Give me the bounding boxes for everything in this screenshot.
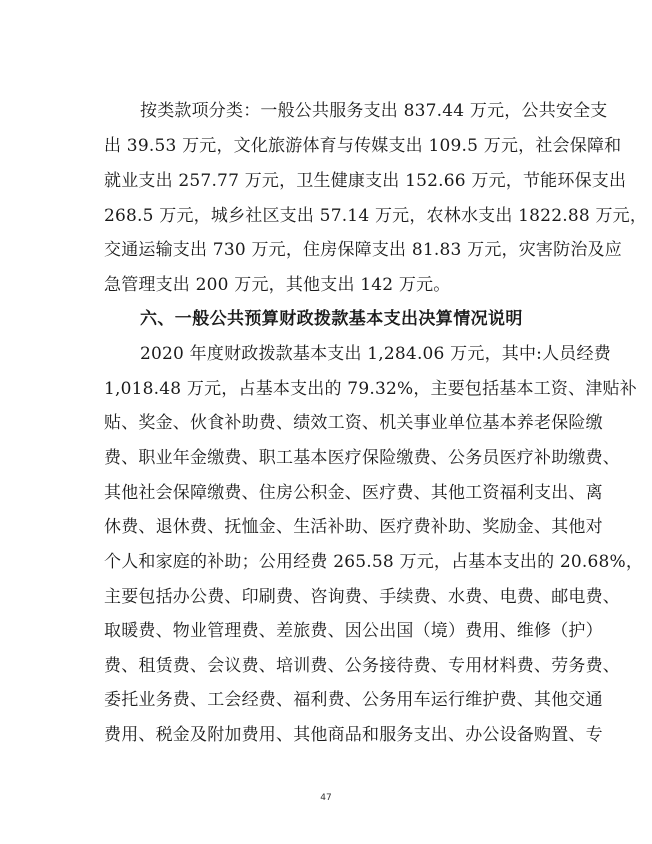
paragraph-line: 贴、奖金、伙食补助费、绩效工资、机关事业单位基本养老保险缴 [104,413,603,433]
page-number: 47 [320,793,332,803]
paragraph-line: 出 39.53 万元，文化旅游体育与传媒支出 109.5 万元，社会保障和 [104,136,622,156]
paragraph-line: 268.5 万元，城乡社区支出 57.14 万元，农林水支出 1822.88 万元， [104,206,648,226]
paragraph-line: 费用、税金及附加费用、其他商品和服务支出、办公设备购置、专 [104,725,603,745]
paragraph-line: 休费、退休费、抚恤金、生活补助、医疗费补助、奖励金、其他对 [104,517,603,537]
paragraph-line: 其他社会保障缴费、住房公积金、医疗费、其他工资福利支出、离 [104,483,603,503]
paragraph-line: 1,018.48 万元，占基本支出的 79.32%，主要包括基本工资、津贴补 [104,379,637,399]
paragraph-line: 费、租赁费、会议费、培训费、公务接待费、专用材料费、劳务费、 [104,656,620,676]
paragraph-line: 委托业务费、工会经费、福利费、公务用车运行维护费、其他交通 [104,690,603,710]
paragraph-line: 个人和家庭的补助；公用经费 265.58 万元，占基本支出的 20.68%， [104,552,644,572]
paragraph-line: 急管理支出 200 万元，其他支出 142 万元。 [104,275,451,295]
paragraph-line: 费、职业年金缴费、职工基本医疗保险缴费、公务员医疗补助缴费、 [104,448,620,468]
paragraph-line: 取暖费、物业管理费、差旅费、因公出国（境）费用、维修（护） [104,621,603,641]
paragraph-line: 按类款项分类：一般公共服务支出 837.44 万元，公共安全支 [140,101,608,121]
paragraph-line: 就业支出 257.77 万元，卫生健康支出 152.66 万元，节能环保支出 [104,171,627,191]
paragraph-line: 2020 年度财政拨款基本支出 1,284.06 万元，其中:人员经费 [140,344,611,364]
paragraph-line: 主要包括办公费、印刷费、咨询费、手续费、水费、电费、邮电费、 [104,587,620,607]
section-heading: 六、一般公共预算财政拨款基本支出决算情况说明 [140,309,523,329]
paragraph-line: 交通运输支出 730 万元，住房保障支出 81.83 万元，灾害防治及应 [104,240,622,260]
